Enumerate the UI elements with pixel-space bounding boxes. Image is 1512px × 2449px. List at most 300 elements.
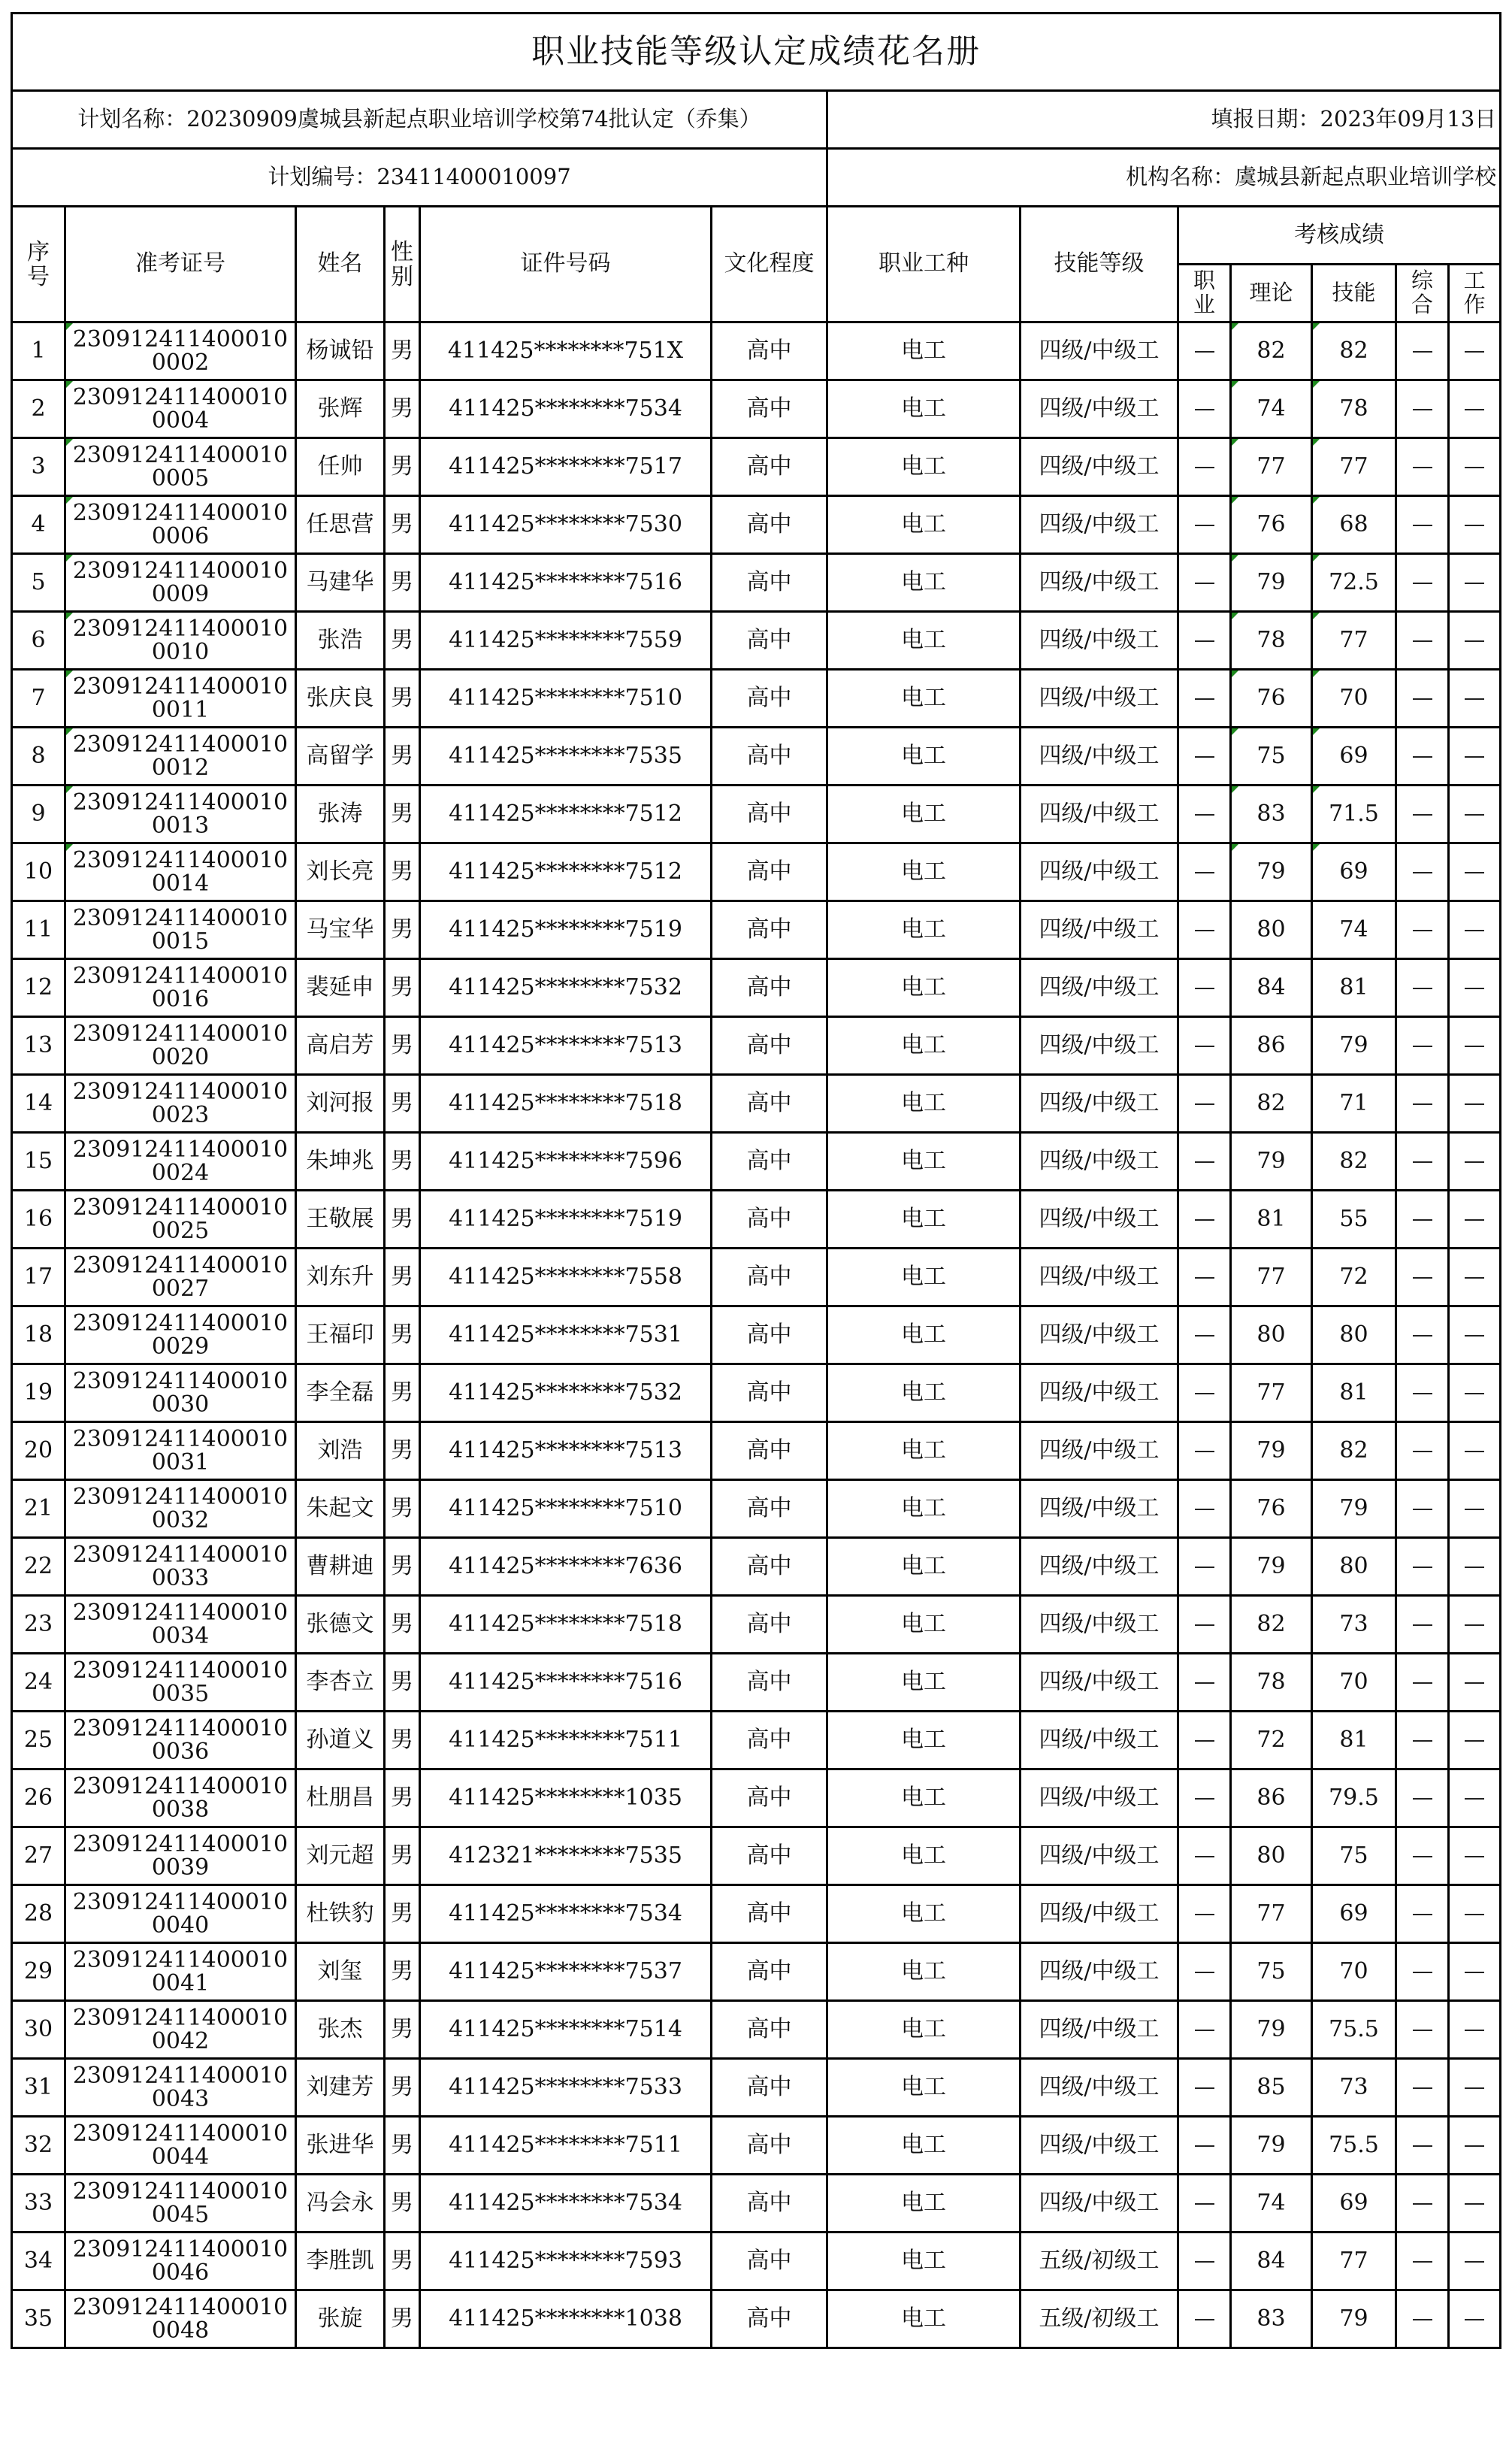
- cell-score-zhiye: [1178, 1712, 1231, 1769]
- cell-score-theory: 79: [1231, 1133, 1312, 1191]
- dash-mark: [1413, 1277, 1432, 1279]
- cell-score-zhiye: [1178, 1596, 1231, 1654]
- cell-exam-no: 2309124114000100025: [65, 1191, 296, 1249]
- cell-occupation: 电工: [827, 1596, 1021, 1654]
- dash-mark: [1195, 1798, 1214, 1800]
- cell-score-zhiye: [1178, 1249, 1231, 1306]
- cell-education: 高中: [712, 786, 827, 843]
- header-score-zhiye-label: 职业: [1193, 268, 1216, 317]
- cell-occupation: 电工: [827, 554, 1021, 612]
- dash-mark: [1195, 2030, 1214, 2031]
- cell-score-zonghe: [1396, 1422, 1449, 1480]
- cell-id-no: 411425********7519: [420, 901, 712, 959]
- cell-score-zhiye: [1178, 2233, 1231, 2290]
- cell-exam-no: 2309124114000100016: [65, 959, 296, 1017]
- cell-name: 高启芳: [296, 1017, 385, 1075]
- cell-occupation: 电工: [827, 2117, 1021, 2175]
- cell-score-zhiye: [1178, 728, 1231, 786]
- cell-name: 张旋: [296, 2290, 385, 2348]
- cell-seq: 27: [12, 1827, 65, 1885]
- dash-mark: [1465, 467, 1484, 468]
- cell-score-zhiye: [1178, 1654, 1231, 1712]
- cell-score-gongzuo: [1449, 322, 1501, 380]
- cell-score-theory: 76: [1231, 1480, 1312, 1538]
- dash-mark: [1413, 1451, 1432, 1452]
- cell-seq: 9: [12, 786, 65, 843]
- table-row: [12, 2175, 1501, 2233]
- cell-score-gongzuo: [1449, 1596, 1501, 1654]
- cell-seq: 24: [12, 1654, 65, 1712]
- cell-skill-level: 四级/中级工: [1021, 1712, 1178, 1769]
- dash-mark: [1195, 1335, 1214, 1337]
- dash-mark: [1195, 698, 1214, 700]
- table-row: [12, 496, 1501, 554]
- cell-score-zhiye: [1178, 322, 1231, 380]
- cell-name: 曹耕迪: [296, 1538, 385, 1596]
- dash-mark: [1413, 2145, 1432, 2147]
- cell-id-no: 411425********7517: [420, 438, 712, 496]
- cell-score-gongzuo: [1449, 612, 1501, 670]
- cell-seq: 4: [12, 496, 65, 554]
- cell-gender: 男: [385, 1712, 420, 1769]
- cell-score-theory: 79: [1231, 843, 1312, 901]
- cell-skill-level: 四级/中级工: [1021, 1769, 1178, 1827]
- cell-skill-level: 四级/中级工: [1021, 1885, 1178, 1943]
- dash-mark: [1465, 2145, 1484, 2147]
- cell-education: 高中: [712, 1133, 827, 1191]
- cell-exam-no: 2309124114000100010: [65, 612, 296, 670]
- cell-occupation: 电工: [827, 1769, 1021, 1827]
- cell-score-theory: 78: [1231, 612, 1312, 670]
- cell-score-gongzuo: [1449, 1480, 1501, 1538]
- cell-score-zhiye: [1178, 1017, 1231, 1075]
- cell-skill-level: 四级/中级工: [1021, 1249, 1178, 1306]
- score-roster-table: [11, 12, 1501, 2349]
- cell-skill-level: 四级/中级工: [1021, 1596, 1178, 1654]
- table-row: [12, 2059, 1501, 2117]
- cell-seq: 29: [12, 1943, 65, 2001]
- cell-education: 高中: [712, 1769, 827, 1827]
- cell-score-zonghe: [1396, 1133, 1449, 1191]
- cell-score-theory: 86: [1231, 1769, 1312, 1827]
- cell-score-zonghe: [1396, 2001, 1449, 2059]
- cell-score-zonghe: [1396, 1480, 1449, 1538]
- cell-score-zonghe: [1396, 1712, 1449, 1769]
- cell-score-theory: 75: [1231, 728, 1312, 786]
- dash-mark: [1465, 1798, 1484, 1800]
- cell-skill-level: 四级/中级工: [1021, 438, 1178, 496]
- cell-id-no: 411425********7558: [420, 1249, 712, 1306]
- cell-gender: 男: [385, 670, 420, 728]
- cell-score-zonghe: [1396, 438, 1449, 496]
- cell-score-skill: 81: [1312, 1712, 1396, 1769]
- dash-mark: [1413, 1103, 1432, 1105]
- cell-score-skill: 82: [1312, 1422, 1396, 1480]
- cell-name: 张辉: [296, 380, 385, 438]
- cell-score-gongzuo: [1449, 496, 1501, 554]
- cell-gender: 男: [385, 1191, 420, 1249]
- dash-mark: [1413, 1972, 1432, 1973]
- cell-score-zonghe: [1396, 2290, 1449, 2348]
- cell-score-zhiye: [1178, 786, 1231, 843]
- dash-mark: [1413, 583, 1432, 584]
- cell-score-gongzuo: [1449, 1133, 1501, 1191]
- cell-name: 杨诚铅: [296, 322, 385, 380]
- cell-education: 高中: [712, 670, 827, 728]
- cell-occupation: 电工: [827, 438, 1021, 496]
- dash-mark: [1195, 351, 1214, 353]
- cell-exam-no: 2309124114000100033: [65, 1538, 296, 1596]
- cell-score-zonghe: [1396, 322, 1449, 380]
- cell-education: 高中: [712, 1827, 827, 1885]
- cell-score-zonghe: [1396, 2117, 1449, 2175]
- cell-gender: 男: [385, 1885, 420, 1943]
- dash-mark: [1465, 1567, 1484, 1568]
- table-row: [12, 1364, 1501, 1422]
- cell-score-theory: 74: [1231, 380, 1312, 438]
- dash-mark: [1465, 756, 1484, 758]
- cell-score-gongzuo: [1449, 1654, 1501, 1712]
- dash-mark: [1413, 814, 1432, 816]
- header-seq-label: 序号: [27, 238, 50, 290]
- header-id-no: 证件号码: [420, 207, 712, 322]
- table-row: [12, 2233, 1501, 2290]
- cell-seq: 2: [12, 380, 65, 438]
- header-score-zonghe-label: 综合: [1411, 268, 1434, 317]
- cell-education: 高中: [712, 1712, 827, 1769]
- cell-id-no: 411425********7518: [420, 1596, 712, 1654]
- cell-occupation: 电工: [827, 1017, 1021, 1075]
- dash-mark: [1413, 1914, 1432, 1915]
- cell-gender: 男: [385, 438, 420, 496]
- cell-score-zonghe: [1396, 670, 1449, 728]
- table-row: [12, 1480, 1501, 1538]
- header-name: 姓名: [296, 207, 385, 322]
- header-exam-no: 准考证号: [65, 207, 296, 322]
- cell-score-skill: 78: [1312, 380, 1396, 438]
- cell-score-theory: 84: [1231, 959, 1312, 1017]
- dash-mark: [1195, 2319, 1214, 2320]
- cell-score-theory: 80: [1231, 1306, 1312, 1364]
- cell-gender: 男: [385, 612, 420, 670]
- cell-seq: 14: [12, 1075, 65, 1133]
- cell-score-theory: 72: [1231, 1712, 1312, 1769]
- cell-score-skill: 79.5: [1312, 1769, 1396, 1827]
- cell-name: 张涛: [296, 786, 385, 843]
- dash-mark: [1413, 1046, 1432, 1047]
- cell-exam-no: 2309124114000100048: [65, 2290, 296, 2348]
- cell-gender: 男: [385, 1075, 420, 1133]
- cell-score-zhiye: [1178, 2290, 1231, 2348]
- dash-mark: [1465, 1682, 1484, 1684]
- cell-education: 高中: [712, 1249, 827, 1306]
- cell-seq: 26: [12, 1769, 65, 1827]
- dash-mark: [1195, 583, 1214, 584]
- cell-seq: 5: [12, 554, 65, 612]
- dash-mark: [1413, 2030, 1432, 2031]
- dash-mark: [1413, 1740, 1432, 1742]
- cell-id-no: 411425********1038: [420, 2290, 712, 2348]
- dash-mark: [1465, 409, 1484, 410]
- cell-gender: 男: [385, 1827, 420, 1885]
- cell-gender: 男: [385, 380, 420, 438]
- dash-mark: [1195, 756, 1214, 758]
- dash-mark: [1465, 1972, 1484, 1973]
- table-row: [12, 786, 1501, 843]
- cell-score-theory: 82: [1231, 1596, 1312, 1654]
- dash-mark: [1465, 1740, 1484, 1742]
- cell-score-zonghe: [1396, 2059, 1449, 2117]
- cell-id-no: 411425********7531: [420, 1306, 712, 1364]
- cell-education: 高中: [712, 1654, 827, 1712]
- cell-name: 马宝华: [296, 901, 385, 959]
- cell-seq: 17: [12, 1249, 65, 1306]
- cell-exam-no: 2309124114000100044: [65, 2117, 296, 2175]
- dash-mark: [1195, 1856, 1214, 1857]
- cell-score-zhiye: [1178, 1827, 1231, 1885]
- cell-score-zhiye: [1178, 1422, 1231, 1480]
- cell-education: 高中: [712, 1017, 827, 1075]
- cell-name: 李胜凯: [296, 2233, 385, 2290]
- dash-mark: [1465, 1046, 1484, 1047]
- cell-score-gongzuo: [1449, 843, 1501, 901]
- header-score-gongzuo: [1449, 265, 1501, 322]
- cell-occupation: 电工: [827, 1712, 1021, 1769]
- cell-occupation: 电工: [827, 612, 1021, 670]
- dash-mark: [1413, 2203, 1432, 2205]
- header-education: 文化程度: [712, 207, 827, 322]
- dash-mark: [1413, 930, 1432, 931]
- cell-score-skill: 69: [1312, 728, 1396, 786]
- cell-name: 王福印: [296, 1306, 385, 1364]
- cell-name: 裴延申: [296, 959, 385, 1017]
- cell-seq: 13: [12, 1017, 65, 1075]
- dash-mark: [1195, 1682, 1214, 1684]
- dash-mark: [1195, 1740, 1214, 1742]
- cell-score-skill: 77: [1312, 2233, 1396, 2290]
- dash-mark: [1465, 1103, 1484, 1105]
- cell-skill-level: 四级/中级工: [1021, 2001, 1178, 2059]
- cell-id-no: 411425********7534: [420, 380, 712, 438]
- cell-score-theory: 78: [1231, 1654, 1312, 1712]
- dash-mark: [1413, 1567, 1432, 1568]
- cell-id-no: 411425********7532: [420, 959, 712, 1017]
- cell-name: 刘长亮: [296, 843, 385, 901]
- cell-score-gongzuo: [1449, 728, 1501, 786]
- cell-gender: 男: [385, 2059, 420, 2117]
- dash-mark: [1413, 1161, 1432, 1163]
- dash-mark: [1465, 2030, 1484, 2031]
- dash-mark: [1413, 2319, 1432, 2320]
- dash-mark: [1195, 1277, 1214, 1279]
- cell-skill-level: 五级/初级工: [1021, 2290, 1178, 2348]
- dash-mark: [1413, 698, 1432, 700]
- cell-seq: 20: [12, 1422, 65, 1480]
- cell-score-theory: 86: [1231, 1017, 1312, 1075]
- cell-skill-level: 四级/中级工: [1021, 1943, 1178, 2001]
- cell-skill-level: 四级/中级工: [1021, 380, 1178, 438]
- cell-skill-level: 四级/中级工: [1021, 670, 1178, 728]
- plan-number: 计划编号：23411400010097: [12, 149, 827, 207]
- cell-seq: 35: [12, 2290, 65, 2348]
- cell-occupation: 电工: [827, 901, 1021, 959]
- cell-occupation: 电工: [827, 1538, 1021, 1596]
- cell-skill-level: 四级/中级工: [1021, 554, 1178, 612]
- table-row: [12, 554, 1501, 612]
- cell-score-theory: 79: [1231, 2001, 1312, 2059]
- cell-name: 高留学: [296, 728, 385, 786]
- table-row: [12, 322, 1501, 380]
- header-scores-group: 考核成绩: [1178, 207, 1501, 265]
- table-row: [12, 1306, 1501, 1364]
- cell-score-gongzuo: [1449, 1538, 1501, 1596]
- dash-mark: [1465, 930, 1484, 931]
- cell-seq: 32: [12, 2117, 65, 2175]
- cell-education: 高中: [712, 2290, 827, 2348]
- cell-gender: 男: [385, 843, 420, 901]
- cell-occupation: 电工: [827, 2001, 1021, 2059]
- cell-education: 高中: [712, 1306, 827, 1364]
- cell-gender: 男: [385, 1017, 420, 1075]
- dash-mark: [1413, 467, 1432, 468]
- cell-occupation: 电工: [827, 2059, 1021, 2117]
- cell-seq: 33: [12, 2175, 65, 2233]
- cell-name: 刘东升: [296, 1249, 385, 1306]
- cell-occupation: 电工: [827, 1422, 1021, 1480]
- cell-education: 高中: [712, 2233, 827, 2290]
- dash-mark: [1413, 525, 1432, 526]
- dash-mark: [1465, 988, 1484, 989]
- cell-score-zhiye: [1178, 1480, 1231, 1538]
- table-row: [12, 1133, 1501, 1191]
- cell-id-no: 411425********7532: [420, 1364, 712, 1422]
- cell-exam-no: 2309124114000100014: [65, 843, 296, 901]
- cell-skill-level: 四级/中级工: [1021, 1306, 1178, 1364]
- cell-score-zonghe: [1396, 1827, 1449, 1885]
- dash-mark: [1195, 2087, 1214, 2089]
- cell-score-zhiye: [1178, 1191, 1231, 1249]
- dash-mark: [1195, 525, 1214, 526]
- dash-mark: [1195, 1103, 1214, 1105]
- cell-education: 高中: [712, 612, 827, 670]
- cell-occupation: 电工: [827, 380, 1021, 438]
- dash-mark: [1465, 2203, 1484, 2205]
- cell-name: 冯会永: [296, 2175, 385, 2233]
- cell-seq: 8: [12, 728, 65, 786]
- cell-score-zhiye: [1178, 1133, 1231, 1191]
- cell-name: 马建华: [296, 554, 385, 612]
- cell-score-zonghe: [1396, 1596, 1449, 1654]
- cell-score-theory: 79: [1231, 1538, 1312, 1596]
- dash-mark: [1413, 756, 1432, 758]
- cell-score-gongzuo: [1449, 1191, 1501, 1249]
- cell-score-zhiye: [1178, 2001, 1231, 2059]
- roster-sheet: [11, 12, 1499, 2349]
- cell-education: 高中: [712, 438, 827, 496]
- cell-score-zonghe: [1396, 1249, 1449, 1306]
- cell-score-gongzuo: [1449, 2233, 1501, 2290]
- table-row: [12, 1827, 1501, 1885]
- cell-score-theory: 83: [1231, 786, 1312, 843]
- cell-occupation: 电工: [827, 2175, 1021, 2233]
- dash-mark: [1195, 872, 1214, 873]
- dash-mark: [1465, 525, 1484, 526]
- cell-seq: 11: [12, 901, 65, 959]
- dash-mark: [1413, 409, 1432, 410]
- cell-skill-level: 四级/中级工: [1021, 959, 1178, 1017]
- cell-score-skill: 75: [1312, 1827, 1396, 1885]
- table-row: [12, 1191, 1501, 1249]
- cell-education: 高中: [712, 1480, 827, 1538]
- cell-exam-no: 2309124114000100038: [65, 1769, 296, 1827]
- cell-education: 高中: [712, 959, 827, 1017]
- dash-mark: [1413, 1624, 1432, 1626]
- cell-score-zhiye: [1178, 1364, 1231, 1422]
- cell-score-theory: 76: [1231, 496, 1312, 554]
- cell-name: 刘元超: [296, 1827, 385, 1885]
- cell-exam-no: 2309124114000100009: [65, 554, 296, 612]
- dash-mark: [1195, 1509, 1214, 1510]
- cell-name: 刘玺: [296, 1943, 385, 2001]
- dash-mark: [1413, 1393, 1432, 1394]
- cell-id-no: 411425********1035: [420, 1769, 712, 1827]
- cell-id-no: 411425********7534: [420, 1885, 712, 1943]
- table-row: [12, 1249, 1501, 1306]
- cell-score-zhiye: [1178, 612, 1231, 670]
- table-row: [12, 2001, 1501, 2059]
- cell-seq: 31: [12, 2059, 65, 2117]
- table-row: [12, 1075, 1501, 1133]
- dash-mark: [1465, 872, 1484, 873]
- cell-occupation: 电工: [827, 1480, 1021, 1538]
- cell-gender: 男: [385, 496, 420, 554]
- cell-seq: 6: [12, 612, 65, 670]
- cell-name: 刘浩: [296, 1422, 385, 1480]
- cell-gender: 男: [385, 786, 420, 843]
- cell-education: 高中: [712, 1596, 827, 1654]
- cell-score-theory: 74: [1231, 2175, 1312, 2233]
- cell-education: 高中: [712, 1075, 827, 1133]
- cell-gender: 男: [385, 1249, 420, 1306]
- cell-score-zonghe: [1396, 1306, 1449, 1364]
- cell-score-skill: 81: [1312, 959, 1396, 1017]
- cell-seq: 7: [12, 670, 65, 728]
- cell-gender: 男: [385, 1422, 420, 1480]
- cell-skill-level: 四级/中级工: [1021, 786, 1178, 843]
- cell-occupation: 电工: [827, 322, 1021, 380]
- dash-mark: [1465, 351, 1484, 353]
- cell-exam-no: 2309124114000100031: [65, 1422, 296, 1480]
- dash-mark: [1413, 988, 1432, 989]
- dash-mark: [1195, 2145, 1214, 2147]
- cell-skill-level: 四级/中级工: [1021, 2059, 1178, 2117]
- dash-mark: [1413, 1509, 1432, 1510]
- cell-exam-no: 2309124114000100024: [65, 1133, 296, 1191]
- cell-skill-level: 四级/中级工: [1021, 1827, 1178, 1885]
- cell-skill-level: 四级/中级工: [1021, 901, 1178, 959]
- cell-score-gongzuo: [1449, 959, 1501, 1017]
- cell-id-no: 411425********7537: [420, 1943, 712, 2001]
- cell-score-theory: 79: [1231, 2117, 1312, 2175]
- dash-mark: [1465, 1509, 1484, 1510]
- dash-mark: [1413, 640, 1432, 642]
- cell-seq: 12: [12, 959, 65, 1017]
- cell-score-theory: 80: [1231, 901, 1312, 959]
- cell-education: 高中: [712, 322, 827, 380]
- cell-score-gongzuo: [1449, 2001, 1501, 2059]
- cell-occupation: 电工: [827, 1075, 1021, 1133]
- cell-occupation: 电工: [827, 728, 1021, 786]
